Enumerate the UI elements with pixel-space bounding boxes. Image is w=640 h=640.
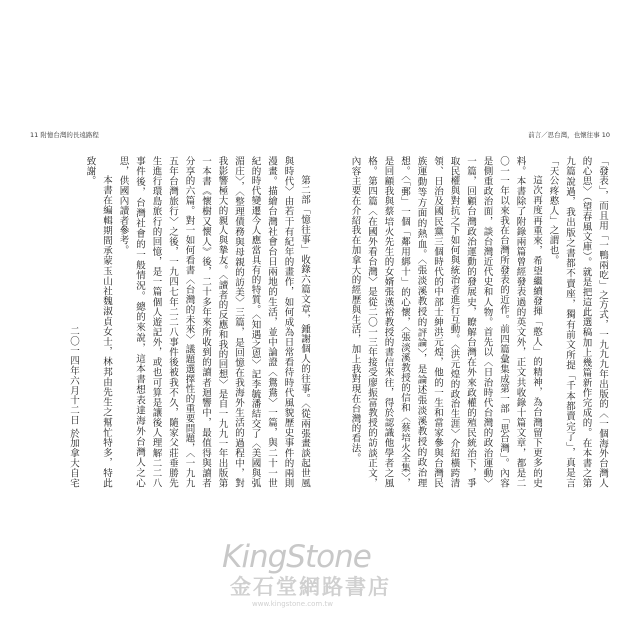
running-head-right: 前言／思台灣，也懷往事 10 <box>528 131 610 139</box>
paragraph: 本書在編輯期間承蒙玉山社魏淑貞女士，林邦由先生之幫忙特多，特此致謝。 <box>84 156 112 488</box>
left-page-text <box>30 156 312 488</box>
paragraph: 第二部「憶往事」收錄六篇文章，鍾謝個人的往事。〈從兩張畫談起世風與時代〉由若干有紀年的畫作，如何成為日常看待時代風貌歷史事件的兩則漫畫。描繪台灣社會台日兩地的生活，並中論證〈鴛鴦〉一篇，與二十一世紀的時代變遷今人應當具有的特質。〈知遇之恩〉記李毓潘結交了〈美國與弧湄庄〉，〈整理債務與母親的訪美〉三篇，是回憶在我海外生活的過程中，對我影響極大的親人與摯友。〈讀者的反應和我的回想〉是自一九九一年出版第一本書《懷樹又懷人》後，二十多年來所收到的讀者迴響中，最值得與讀者分享的六篇。對一如何看書〈台灣的未來〉議題選擇性的重要問題，〈一九九五年台灣旅行〉之後，一九四七年二二八事件後被我不久，隨家父莊垂勝先生進行環島旅行的回憶，是一篇個人遊記外，或也可算是讓後人理解二二八事件後，台灣社會的一般情況。總的來說，這本書想表達海外台灣人之心思，供國內讀者參考。 <box>117 156 310 488</box>
kingstone-watermark <box>222 540 442 608</box>
watermark-logo: KingStone <box>222 539 371 575</box>
right-page-text <box>326 156 610 488</box>
watermark-store-name: 金石堂網路書店 <box>230 575 391 599</box>
watermark-url: www.kingstone.com.tw <box>252 600 333 608</box>
paragraph: 這次再度再重來，希望繼續發揮「憨人」的精神，為台灣留下更多的史料。本書除了附錄兩篇曾經發表過的英文外，正文共收錄十篇文章，都是二〇一一年以來我在台灣所發表的近作。前四篇彙集成第一部「思台灣」。內容是側重政治面，談台灣近代史和人物。首先以〈日治時代台灣的政治運動〉一篇，回顧台灣政治運動的發展史，瞭解台灣在外來政權的殖民統治下，爭取民權與對抗之下如何與統治者進行互動。〈洪元煌的政治生涯〉介紹橫跨清領、日治及國民黨三個時代的中部士紳洪元煌，他的一生和當家參與台灣民族運動等方面的熱血。〈張淡溪教授的評論〉，是論述張淡溪教授的政治理想。〈「郵」一個「鄰用綁十」的心懷，〈張淡溪教授的信和〈蔡培火全集〉，是回顧我與蔡培火先生的女婿張漢裕教授的書信來往，得於認識他學者之風格。第四篇〈在國外看台灣〉是從二〇一三年接受廖振富教授的訪談正文，內容主要在介紹我在加拿大的經歷與生活，加上我對現在台灣的看法。 <box>349 156 542 488</box>
date-signature: 二〇一四年六月十二日 於加拿大自宅 <box>68 326 79 488</box>
paragraph: 「發表」，而且用「一鴨兩吃」之方式，一九九九年出版的〈一個海外台灣人的心思〉（望春風文庫）。就是把這此選稿加上幾篇新作完成的。在本書之第九篇說過，我出版之書都不賣座，獨有前文所提「千本都賣完了」，真是言「天公疼憨人」之謂也。 <box>547 156 608 488</box>
left-page <box>30 131 312 488</box>
right-page <box>326 131 610 488</box>
running-head-left: 11 附憶台灣的長遠路程 <box>30 131 99 139</box>
